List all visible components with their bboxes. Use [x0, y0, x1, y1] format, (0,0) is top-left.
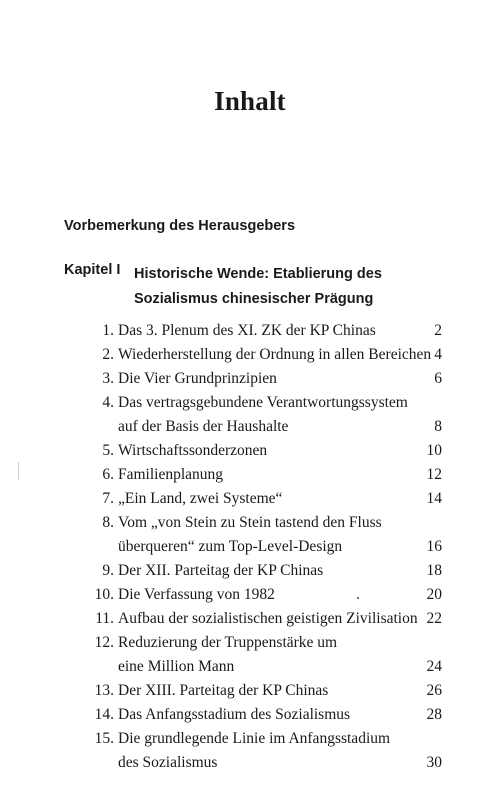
toc-entry-number: 11. [95, 610, 114, 627]
toc-entry-title: Vom „von Stein zu Stein tastend den Fluss [118, 514, 382, 531]
toc-entry-title: „Ein Land, zwei Systeme“ [118, 490, 283, 507]
toc-entry-line [0, 487, 500, 511]
toc-entry-number: 13. [94, 682, 114, 699]
toc-entry-line [0, 367, 500, 391]
toc-entry-line [0, 391, 500, 415]
toc-entry-page: 18 [426, 562, 442, 579]
toc-entry-number: 1. [102, 322, 114, 339]
margin-mark [18, 462, 19, 480]
toc-entry-page: 20 [426, 586, 442, 603]
toc-entry-line [0, 439, 500, 463]
toc-entry-number: 4. [102, 394, 114, 411]
chapter-title-line-2: Sozialismus chinesischer Prägung [134, 291, 374, 307]
toc-entry-page: 22 [426, 610, 442, 627]
toc-entry-title-continued: eine Million Mann [118, 658, 235, 675]
toc-entry-page: 28 [426, 706, 442, 723]
toc-entry-line [0, 511, 500, 535]
toc-entry-page: 14 [426, 490, 442, 507]
toc-entry-line [0, 727, 500, 751]
toc-entry-title: Wiederherstellung der Ordnung in allen Bereichen [118, 346, 432, 363]
toc-entry-title: Das vertragsgebundene Verantwortungssystem [118, 394, 408, 411]
toc-entry-line [0, 535, 500, 559]
toc-entry-title: Das 3. Plenum des XI. ZK der KP Chinas [118, 322, 376, 339]
toc-entry-title: Der XIII. Parteitag der KP Chinas [118, 682, 329, 699]
toc-entry-number: 6. [102, 466, 114, 483]
print-speck [357, 597, 359, 599]
toc-entry-page: 2 [434, 322, 442, 339]
toc-entry-number: 9. [102, 562, 114, 579]
page-title: Inhalt [214, 86, 286, 116]
preface-entry: Vorbemerkung des Herausgebers [64, 218, 296, 234]
toc-entry-title: Der XII. Parteitag der KP Chinas [118, 562, 324, 579]
toc-entry-page: 30 [426, 754, 442, 771]
toc-entry-page: 24 [426, 658, 442, 675]
toc-entry-title: Die Vier Grundprinzipien [118, 370, 277, 387]
toc-entry-title-continued: auf der Basis der Haushalte [118, 418, 289, 435]
toc-entry-number: 3. [102, 370, 114, 387]
toc-entry-page: 16 [426, 538, 442, 555]
toc-entry-number: 7. [102, 490, 114, 507]
toc-entry-number: 2. [102, 346, 114, 363]
toc-entry-line [0, 559, 500, 583]
toc-entry-line [0, 607, 500, 631]
chapter-title [134, 262, 454, 312]
toc-entry-title-continued: überqueren“ zum Top-Level-Design [118, 538, 343, 555]
toc-entry-title: Die grundlegende Linie im Anfangsstadium [118, 730, 391, 747]
toc-entry-page: 8 [434, 418, 442, 435]
toc-entry-line [0, 583, 500, 607]
toc-entry-title: Reduzierung der Truppenstärke um [118, 634, 338, 651]
toc-entry-number: 10. [94, 586, 114, 603]
toc-entry-page: 26 [426, 682, 442, 699]
chapter-label: Kapitel I [64, 262, 121, 278]
toc-entry-line [0, 631, 500, 655]
toc-entry-line [0, 463, 500, 487]
toc-entry-title: Wirtschaftssonderzonen [118, 442, 268, 459]
toc-entry-line [0, 415, 500, 439]
toc-entry-line [0, 751, 500, 775]
toc-entry-number: 8. [102, 514, 114, 531]
toc-entry-line [0, 655, 500, 679]
toc-entry-title: Das Anfangsstadium des Sozialismus [118, 706, 351, 723]
toc-entry-line [0, 319, 500, 343]
toc-entry-line [0, 703, 500, 727]
toc-entry-page: 12 [426, 466, 442, 483]
chapter-title-line-1: Historische Wende: Etablierung des [134, 266, 382, 282]
toc-entry-number: 15. [94, 730, 114, 747]
toc-entry-title-continued: des Sozialismus [118, 754, 218, 771]
toc-entry-page: 10 [426, 442, 442, 459]
toc-entry-number: 12. [94, 634, 114, 651]
toc-entry-page: 4 [434, 346, 442, 363]
toc-entry-line [0, 679, 500, 703]
toc-entry-number: 5. [102, 442, 114, 459]
toc-entry-line [0, 343, 500, 367]
toc-entry-number: 14. [94, 706, 114, 723]
toc-entry-title: Die Verfassung von 1982 [118, 586, 275, 603]
toc-entry-title: Aufbau der sozialistischen geistigen Zivilisation [118, 610, 418, 627]
toc-entry-title: Familienplanung [118, 466, 224, 483]
toc-entry-page: 6 [434, 370, 442, 387]
